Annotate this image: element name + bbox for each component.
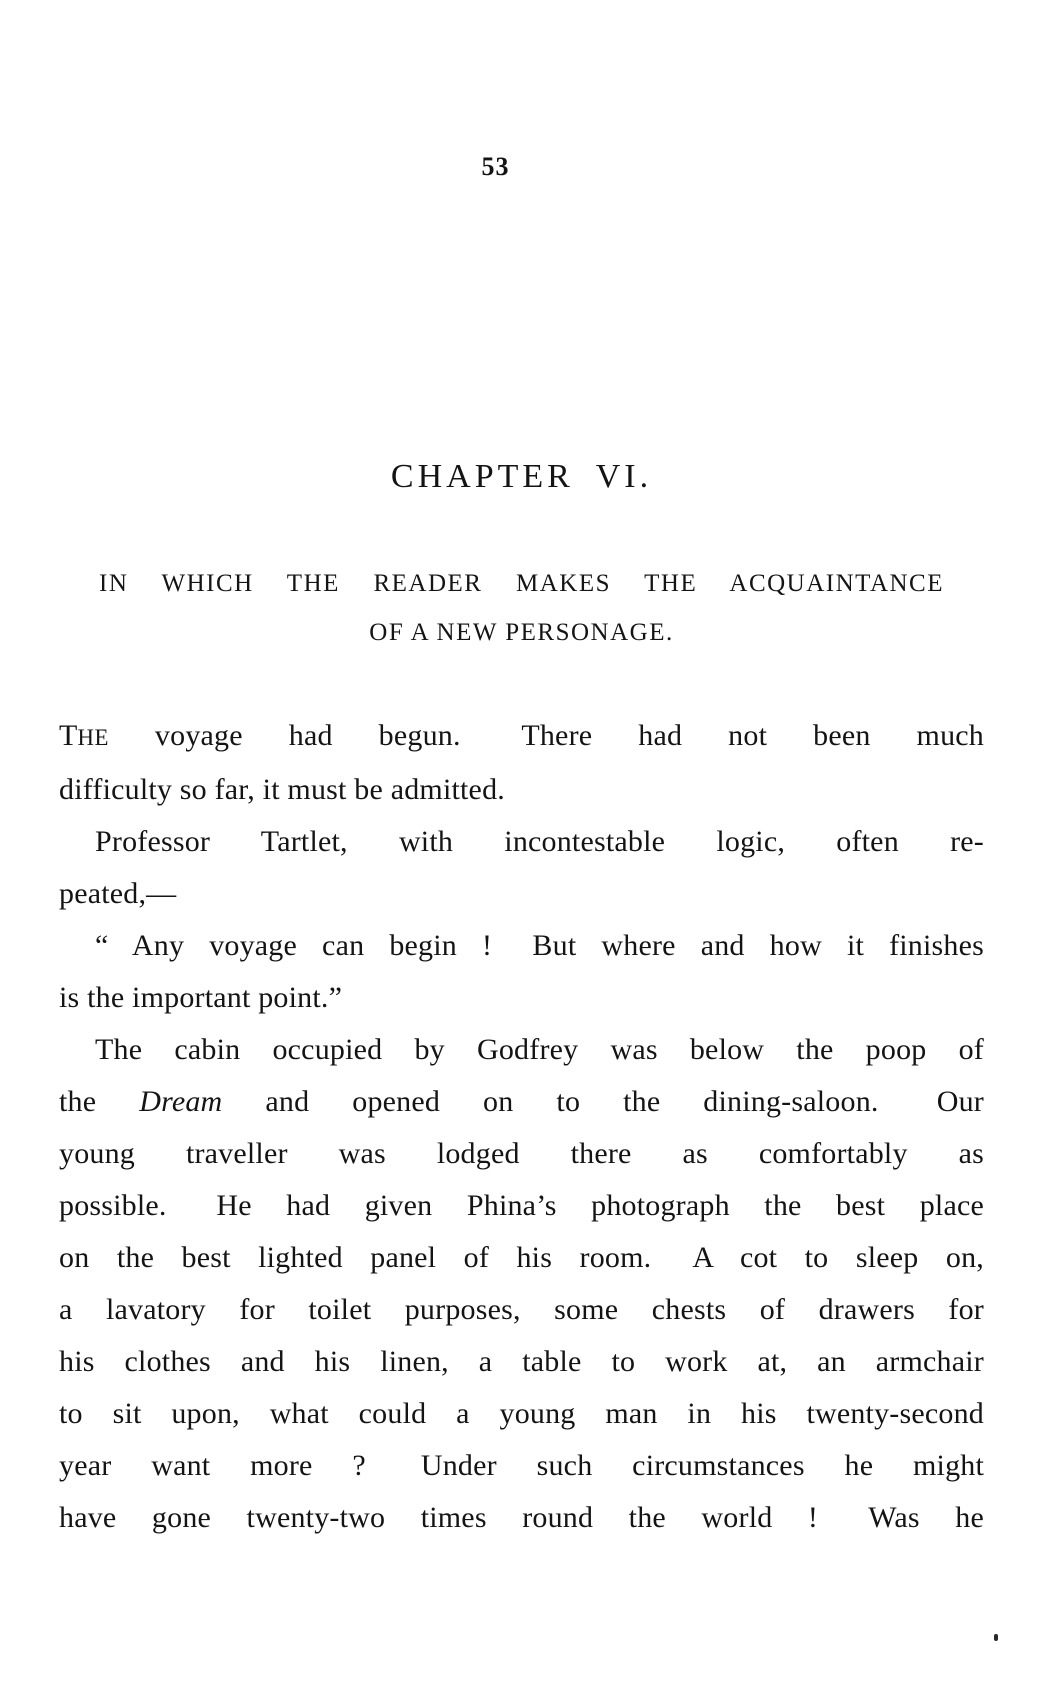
text-segment: a lavatory for toilet purposes, some chests of drawers for	[59, 1293, 984, 1326]
text-segment: year want more ? Under such circumstances he might	[59, 1449, 984, 1482]
paragraph	[59, 710, 984, 816]
subtitle-line-2: OF A NEW PERSONAGE.	[369, 619, 674, 646]
heading-zone	[99, 148, 944, 657]
text-line	[59, 1440, 984, 1492]
paragraph	[59, 1024, 984, 1544]
text-line	[59, 1336, 984, 1388]
subtitle-line-1: IN WHICH THE READER MAKES THE ACQUAINTANCE	[99, 570, 944, 597]
text-segment: his clothes and his linen, a table to work at, an armchair	[59, 1345, 984, 1378]
text-line	[59, 1180, 984, 1232]
text-line	[59, 868, 984, 920]
text-segment: “ Any voyage can begin ! But where and how it finishes	[95, 929, 984, 962]
text-line	[59, 764, 984, 816]
text-segment: voyage had begun. There had not been much	[108, 719, 984, 752]
text-segment: T	[59, 719, 78, 752]
text-segment: to sit upon, what could a young man in his twenty-second	[59, 1397, 984, 1430]
text-segment: possible. He had given Phina’s photograph the best place	[59, 1189, 984, 1222]
page-number: 53	[481, 152, 510, 181]
text-line	[59, 1492, 984, 1544]
text-line	[59, 1232, 984, 1284]
text-line	[59, 1388, 984, 1440]
text-line	[59, 972, 984, 1024]
text-segment: have gone twenty-two times round the world ! Was he	[59, 1501, 984, 1534]
text-line	[59, 920, 984, 972]
paragraph	[59, 920, 984, 1024]
text-segment: the	[59, 1085, 140, 1118]
text-line	[59, 1284, 984, 1336]
text-segment: on the best lighted panel of his room. A cot to sleep on,	[59, 1241, 984, 1274]
text-segment: peated,—	[59, 877, 177, 910]
ink-speck	[994, 1634, 998, 1641]
body-text	[59, 710, 984, 1544]
text-line	[59, 710, 984, 764]
chapter-heading: CHAPTER VI.	[390, 458, 653, 495]
text-segment: The cabin occupied by Godfrey was below the poop of	[95, 1033, 984, 1066]
text-segment: is the important point.”	[59, 981, 343, 1014]
text-line	[59, 1076, 984, 1128]
text-segment: Professor Tartlet, with incontestable logic, often re-	[95, 825, 984, 858]
text-segment: young traveller was lodged there as comfortably as	[59, 1137, 984, 1170]
small-caps-text: HE	[77, 725, 109, 750]
text-segment: difficulty so far, it must be admitted.	[59, 773, 505, 806]
text-line	[59, 1128, 984, 1180]
text-line	[59, 816, 984, 868]
chapter-subtitle	[99, 559, 944, 657]
italic-text: Dream	[139, 1085, 223, 1118]
text-segment: and opened on to the dining-saloon. Our	[222, 1085, 985, 1118]
paragraph	[59, 816, 984, 920]
text-line	[59, 1024, 984, 1076]
